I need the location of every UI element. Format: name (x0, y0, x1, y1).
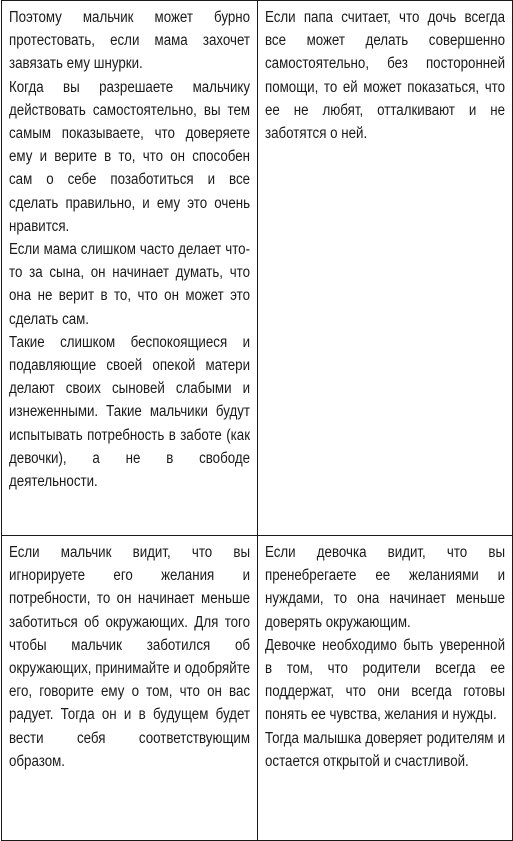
cell-girls-autonomy (258, 1, 513, 536)
table-row (2, 536, 513, 841)
cell-boys-needs (2, 536, 258, 841)
paragraph: Такие слишком беспокоящиеся и подавляющие своей опекой матери делают своих сыновей слабыми и изнеженными. Такие мальчики будут испытывать потребность в заботе (как девочки), а не в свободе деятельности. (9, 333, 251, 491)
table-row (2, 1, 513, 536)
comparison-table (1, 0, 513, 841)
paragraph: Если мама слишком часто делает что-то за сына, он начинает думать, что она не верит в то, что он может это сделать сам. (9, 241, 251, 328)
cell-girls-needs (258, 536, 513, 841)
paragraph: Тогда малышка доверяет родителям и остается открытой и счастливой. (265, 729, 506, 770)
paragraph: Если папа считает, что дочь всегда все может делать совершенно самостоятельно, без посторонней помощи, то ей может показаться, что ее не любят, отталкивают и не заботятся о ней. (265, 9, 506, 143)
paragraph: Поэтому мальчик может бурно протестовать, если мама захочет завязать ему шнурки. (9, 9, 251, 73)
paragraph: Девочке необходимо быть уверенной в том, что родители всегда ее поддержат, что они всегда готовы понять ее чувства, желания и нужды. (265, 636, 506, 724)
paragraph: Если девочка видит, что вы пренебрегаете ее желаниями и нуждами, то она начинает меньше доверять окружающим. (265, 544, 506, 631)
cell-boys-autonomy (2, 1, 258, 536)
paragraph: Если мальчик видит, что вы игнорируете его желания и потребности, то он начинает меньше заботиться об окружающих. Для того чтобы мальчик заботился об окружающих, принимайте и одобряйте его, говорите ему о том, что он вас радует. Тогда он и в будущем будет вести себя соответствующим образом. (9, 544, 251, 770)
paragraph: Когда вы разрешаете мальчику действовать самостоятельно, вы тем самым показываете, что доверяете ему и верите в то, что он способен сам о себе позаботиться и все сделать правильно, и ему это очень нравится. (9, 78, 251, 235)
